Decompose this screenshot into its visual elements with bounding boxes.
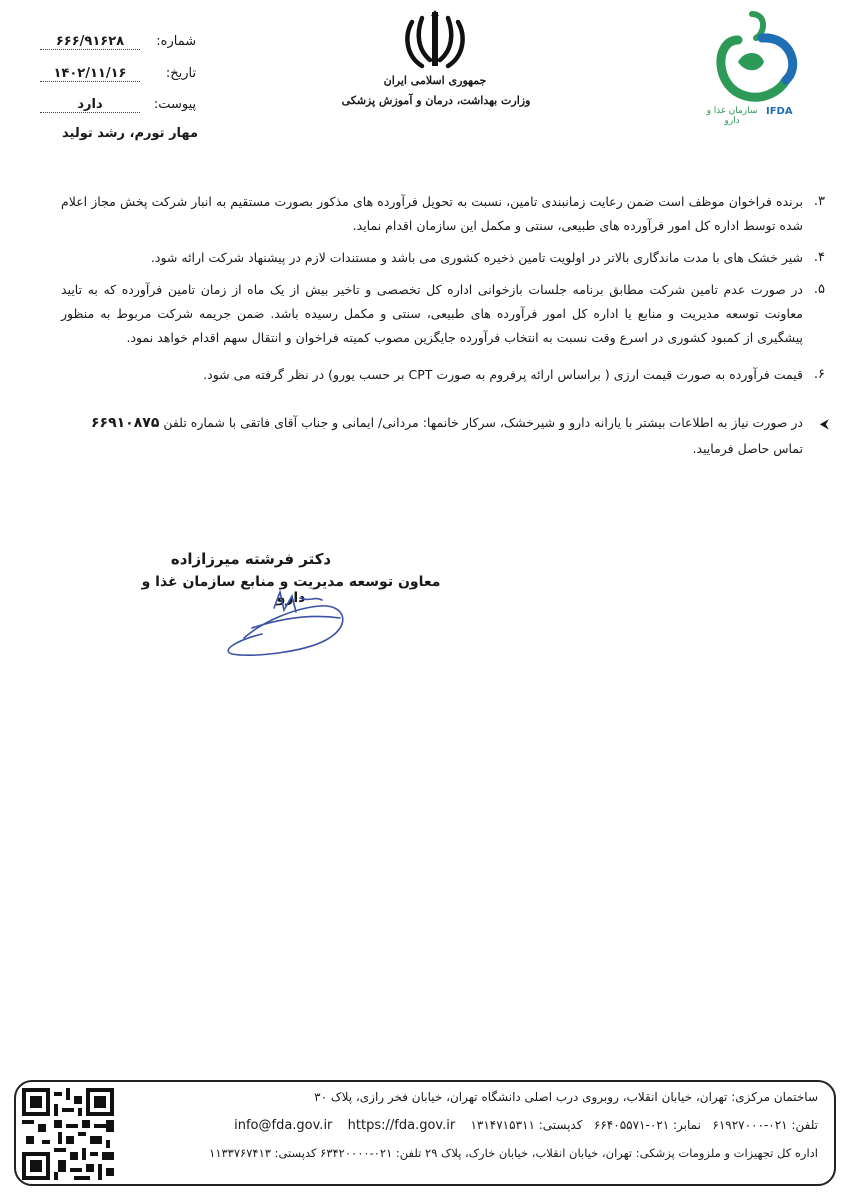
letter-attachment-value: دارد xyxy=(40,97,140,113)
national-emblem xyxy=(402,10,468,72)
clause-text: برنده فراخوان موظف است ضمن رعایت زمانبندی تامین، نسبت به تحویل فرآورده های مذکور بصورت مستقیم به انبار شرکت پخش مجاز اعلام شده توسط اداره کل امور فرآورده های طبیعی، سنتی و مکمل این سازمان اقدام نماید. xyxy=(61,194,803,233)
footer-postal-code: کدپستی: ۱۳۱۴۷۱۵۳۱۱ xyxy=(470,1118,583,1132)
clause-6 xyxy=(61,363,825,387)
clause-number: ۶. xyxy=(813,367,825,382)
letter-date-label: تاریخ: xyxy=(165,66,197,81)
footer-contact-line xyxy=(234,1118,818,1133)
contact-note-closing: تماس حاصل فرمایید. xyxy=(692,441,803,456)
letter-number-row xyxy=(40,34,196,50)
footer-website[interactable]: https://fda.gov.ir xyxy=(347,1118,456,1133)
footer-address: ساختمان مرکزی: تهران، خیابان انقلاب، روبروی درب اصلی دانشگاه تهران، خیابان فخر رازی، پلاک ۳۰ xyxy=(314,1090,818,1104)
letter-number-label: شماره: xyxy=(156,34,197,49)
arrow-bullet-icon: ⮜ xyxy=(819,417,829,432)
republic-title: جمهوری اسلامی ایران xyxy=(383,74,487,87)
clause-text: در صورت عدم تامین شرکت مطابق برنامه جلسات بازخوانی اداره کل تخصصی و تاخیر بیش از یک ماه از زمان تامین فرآورده که به تایید معاونت توسعه مدیریت و منابع یا اداره کل امور فرآورده های طبیعی، سنتی و مکمل رسیده باشد. ضمن جریمه شرکت مربوط به منظور پیشگیری از کمبود کشوری در اسرع وقت نسبت به انتخاب فرآورده جایگزین مصوب کمیته فراخوان و انتقال سهم اقدام خواهد نمود. xyxy=(61,282,803,345)
signatory-title: معاون توسعه مدیریت و منابع سازمان غذا و دارو xyxy=(141,574,441,606)
clause-number: ۴. xyxy=(813,250,825,265)
iran-emblem-icon xyxy=(402,10,468,72)
clause-5 xyxy=(61,278,825,350)
letter-date-value: ۱۴۰۲/۱۱/۱۶ xyxy=(40,66,140,82)
letter-number-value: ۶۶۶/۹۱۶۲۸ xyxy=(40,34,140,50)
contact-note-text: در صورت نیاز به اطلاعات بیشتر با یارانه دارو و شیرخشک، سرکار خانمها: مردانی/ ایمانی و جناب آقای فاتقی با شماره تلفن xyxy=(163,415,803,430)
letter-attachment-label: پیوست: xyxy=(153,97,197,112)
clause-4 xyxy=(61,246,825,270)
contact-phone: ۶۶۹۱۰۸۷۵ xyxy=(91,415,160,431)
ifda-logo xyxy=(700,10,810,126)
letter-footer xyxy=(14,1080,836,1186)
footer-fax: نمابر: ۰۲۱-۶۶۴۰۵۵۷۱ xyxy=(593,1118,701,1132)
qr-code xyxy=(22,1088,114,1180)
ifda-logo-text: IFDA xyxy=(766,106,793,117)
slogan-stamp: مهار تورم، رشد تولید xyxy=(62,126,199,141)
clause-number: ۵. xyxy=(813,282,825,297)
signatory-name: دکتر فرشته میرزازاده xyxy=(170,550,332,568)
footer-email[interactable]: info@fda.gov.ir xyxy=(234,1118,333,1133)
ifda-logo-icon xyxy=(700,10,810,106)
clause-3 xyxy=(61,190,825,238)
handwritten-signature xyxy=(222,578,362,664)
signature-scribble-icon xyxy=(222,578,362,664)
footer-medical-equipment-office: اداره کل تجهیزات و ملزومات پزشکی: تهران، خیابان انقلاب، خیابان خارک، پلاک ۲۹ تلفن: ۰۲۱-۶۳۴۲۰۰۰۰ کدپستی: ۱۱۳۳۷۶۷۴۱۳ xyxy=(209,1146,818,1160)
letter-attachment-row xyxy=(40,97,196,113)
ministry-title: وزارت بهداشت، درمان و آموزش پزشکی xyxy=(341,94,531,107)
qr-code-icon xyxy=(22,1088,114,1180)
clause-number: ۳. xyxy=(813,194,825,209)
clause-text: قیمت فرآورده به صورت قیمت ارزی ( براساس ارائه پرفروم به صورت CPT بر حسب یورو) در نظر گرفته می شود. xyxy=(203,367,803,382)
footer-phone: تلفن: ۰۲۱-۶۱۹۲۷۰۰۰ xyxy=(712,1118,818,1132)
contact-note xyxy=(61,410,829,462)
ifda-logo-subtext: سازمان غذا و دارو xyxy=(706,106,758,126)
clause-text: شیر خشک های با مدت ماندگاری بالاتر در اولویت تامین ذخیره کشوری می باشد و مستندات لازم در پیشنهاد شرکت ارائه شود. xyxy=(150,250,803,265)
letter-date-row xyxy=(40,66,196,82)
